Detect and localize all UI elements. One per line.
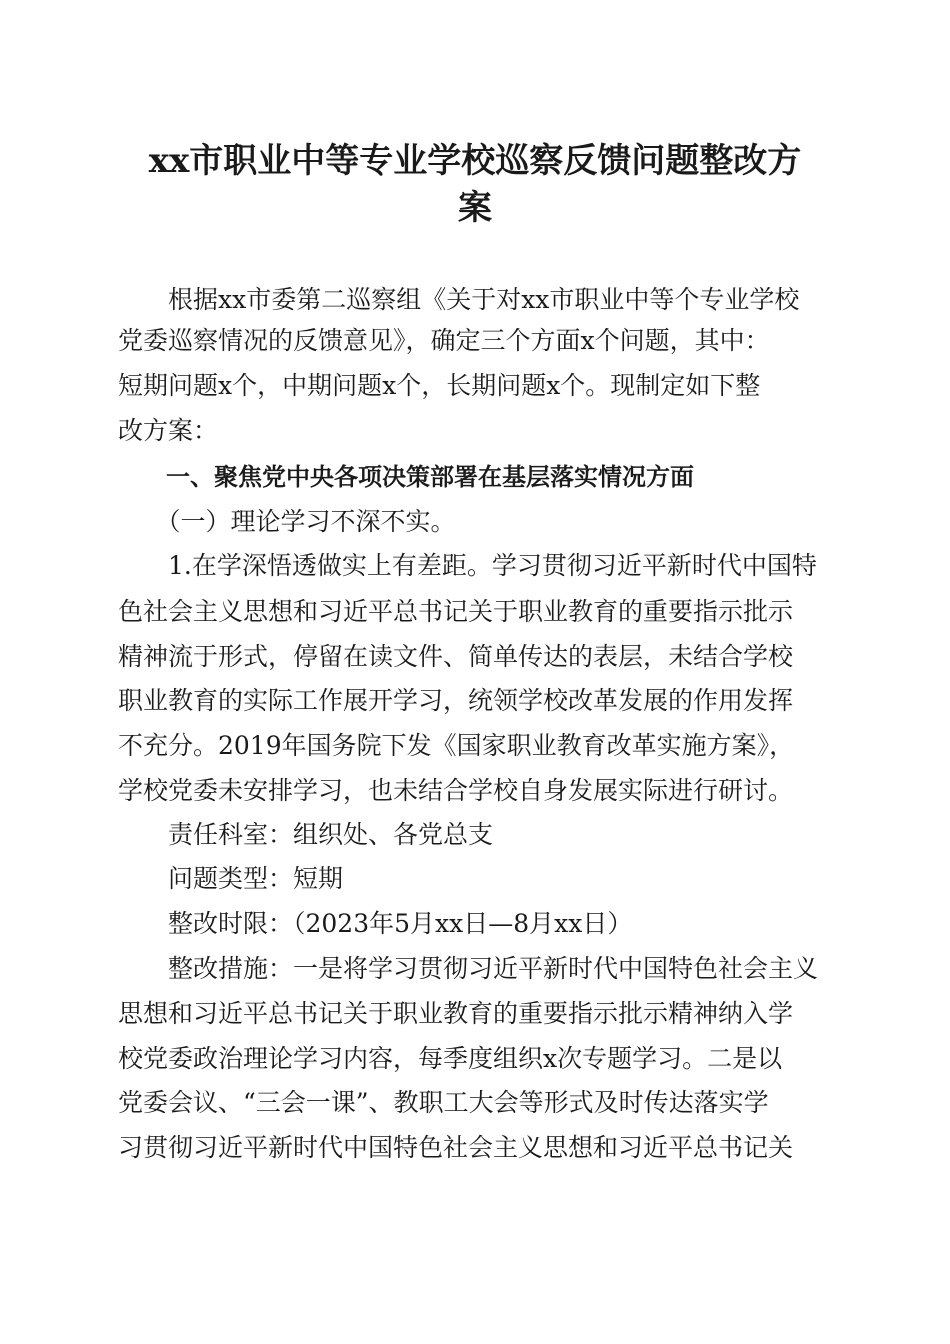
- item-1-line-1: 1.在学深悟透做实上有差距。学习贯彻习近平新时代中国特: [118, 551, 817, 580]
- intro-line-2: 党委巡察情况的反馈意见》，确定三个方面x个问题，其中：: [118, 326, 770, 355]
- responsible-office: 责任科室：组织处、各党总支: [118, 820, 494, 849]
- document-title-line-1: xx市职业中等专业学校巡察反馈问题整改方: [148, 141, 802, 181]
- section-heading-1: 一、聚焦党中央各项决策部署在基层落实情况方面: [118, 463, 694, 491]
- item-1-line-5: 不充分。2019年国务院下发《国家职业教育改革实施方案》，: [118, 731, 795, 760]
- intro-line-3: 短期问题x个，中期问题x个，长期问题x个。现制定如下整: [118, 371, 761, 400]
- intro-line-1: 根据xx市委第二巡察组《关于对xx市职业中等个专业学校: [118, 285, 800, 314]
- measures-line-2: 思想和习近平总书记关于职业教育的重要指示批示精神纳入学: [118, 999, 794, 1028]
- rectification-deadline: 整改时限：（2023年5月xx日—8月xx日）: [118, 909, 633, 938]
- measures-line-4: 党委会议、“三会一课”、教职工大会等形式及时传达落实学: [118, 1088, 769, 1117]
- item-1-line-4: 职业教育的实际工作展开学习，统领学校改革发展的作用发挥: [118, 686, 794, 715]
- problem-type: 问题类型：短期: [118, 864, 344, 893]
- measures-line-5: 习贯彻习近平新时代中国特色社会主义思想和习近平总书记关: [118, 1133, 794, 1162]
- intro-line-4: 改方案：: [118, 416, 219, 445]
- item-1-line-6: 学校党委未安排学习，也未结合学校自身发展实际进行研讨。: [118, 776, 794, 805]
- subsection-heading-1: （一）理论学习不深不实。: [118, 507, 456, 536]
- measures-line-1: 整改措施：一是将学习贯彻习近平新时代中国特色社会主义: [118, 954, 819, 983]
- document-title-line-2: 案: [458, 188, 492, 228]
- item-1-line-3: 精神流于形式，停留在读文件、简单传达的表层，未结合学校: [118, 642, 794, 671]
- item-1-line-2: 色社会主义思想和习近平总书记关于职业教育的重要指示批示: [118, 597, 794, 626]
- measures-line-3: 校党委政治理论学习内容，每季度组织x次专题学习。二是以: [118, 1044, 783, 1073]
